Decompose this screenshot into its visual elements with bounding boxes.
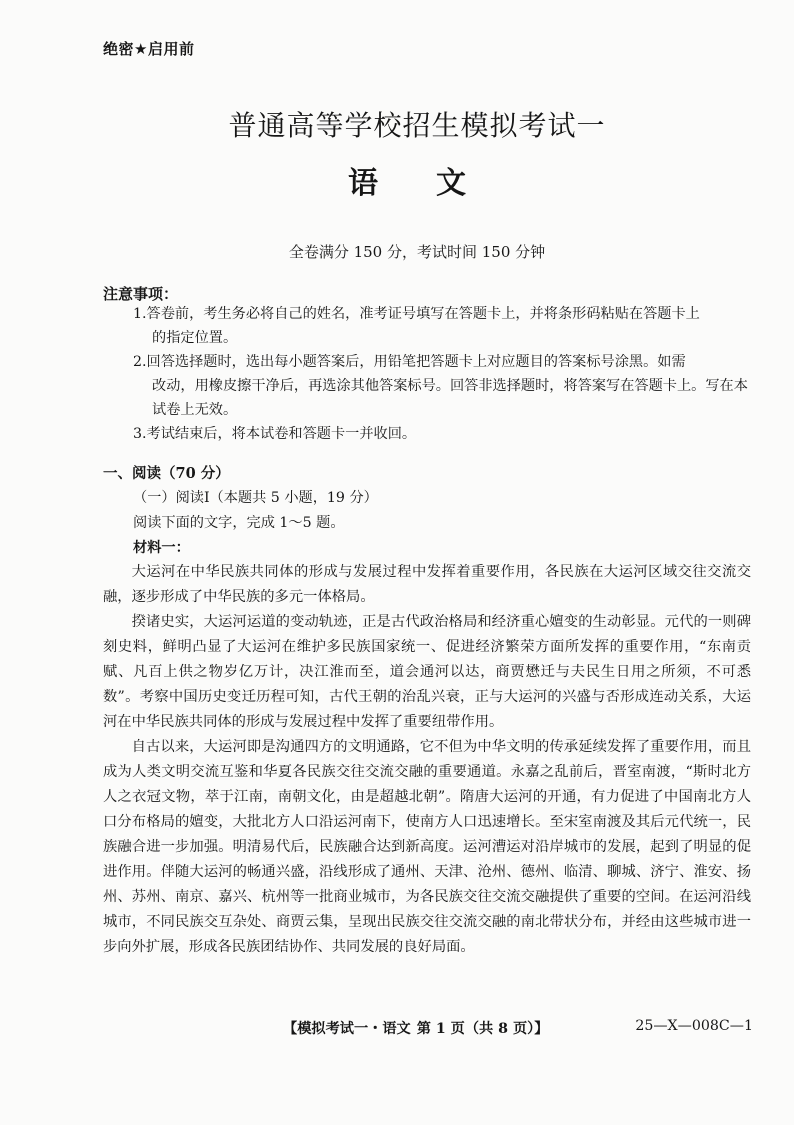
confidential-label: 绝密★启用前 [103,40,195,58]
notice-item-number: 1. [133,306,147,322]
page-footer [283,1018,753,1038]
subsection-heading: （一）阅读Ⅰ（本题共 5 小题，19 分） [133,490,378,506]
reading-instruction: 阅读下面的文字，完成 1～5 题。 [133,515,345,531]
notice-heading: 注意事项： [103,285,179,303]
subject-title: 语文 [348,166,524,201]
paragraph: 自古以来，大运河即是沟通四方的文明通路，它不但为中华文明的传承延续发挥了重要作用，而且成为人类文明交流互鉴和华夏各民族交往交流交融的重要通道。永嘉之乱前后，晋室南渡，“斯时北方人之衣冠文物，萃于江南，南朝文化，由是超越北朝”。隋唐大运河的开通，有力促进了中国南北方人口分布格局的嬗变，大批北方人口沿运河南下，使南方人口迅速增长。至宋室南渡及其后元代统一，民族融合进一步加强。明清易代后，民族融合达到新高度。运河漕运对沿岸城市的发展，起到了明显的促进作用。伴随大运河的畅通兴盛，沿线形成了通州、天津、沧州、德州、临清、聊城、济宁、淮安、扬州、苏州、南京、嘉兴、杭州等一批商业城市，为各民族交往交流交融提供了重要的空间。在运河沿线城市，不同民族交互杂处、商贾云集，呈现出民族交往交流交融的南北带状分布，并经由这些城市进一步向外扩展，形成各民族团结协作、共同发展的良好局面。 [103,739,751,955]
notice-item-continuation: 的指定位置。 [152,330,238,346]
notice-item-number: 3. [133,426,147,442]
notice-list [133,302,751,446]
notice-item-number: 2. [133,354,147,370]
notice-item-text: 答卷前，考生务必将自己的姓名，准考证号填写在答题卡上，并将条形码粘贴在答题卡上 [146,306,700,322]
notice-item-text: 回答选择题时，选出每小题答案后，用铅笔把答题卡上对应题目的答案标号涂黑。如需 [146,354,686,370]
notice-item-text: 考试结束后，将本试卷和答题卡一并收回。 [146,426,417,442]
material-body [103,560,751,960]
section-heading: 一、阅读（70 分） [103,465,230,482]
footer-exam-label: 【模拟考试一・语文 [283,1021,411,1037]
footer-page-number: 第 1 页（共 8 页）】 [416,1021,549,1037]
notice-item [133,422,751,446]
score-time-line: 全卷满分 150 分，考试时间 150 分钟 [288,243,546,261]
material-label: 材料一： [133,540,190,556]
notice-item [133,350,751,422]
notice-item-continuation: 改动，用橡皮擦干净后，再选涂其他答案标号。回答非选择题时，将答案写在答题卡上。写在本试卷上无效。 [152,378,748,418]
paragraph: 大运河在中华民族共同体的形成与发展过程中发挥着重要作用，各民族在大运河区域交往交流交融，逐步形成了中华民族的多元一体格局。 [103,564,751,605]
footer-paper-code: 25—X—008C—1 [635,1018,753,1034]
exam-title: 普通高等学校招生模拟考试一 [228,109,606,142]
paragraph: 揆诸史实，大运河运道的变动轨迹，正是古代政治格局和经济重心嬗变的生动彰显。元代的一则碑刻史料，鲜明凸显了大运河在维护多民族国家统一、促进经济繁荣方面所发挥的重要作用，“东南贡赋、凡百上供之物岁亿万计，决江淮而至，道会通河以达，商贾懋迁与夫民生日用之所须，不可悉数”。考察中国历史变迁历程可知，古代王朝的治乱兴衰，正与大运河的兴盛与否形成连动关系，大运河在中华民族共同体的形成与发展过程中发挥了重要纽带作用。 [103,614,751,730]
notice-item [133,302,751,350]
